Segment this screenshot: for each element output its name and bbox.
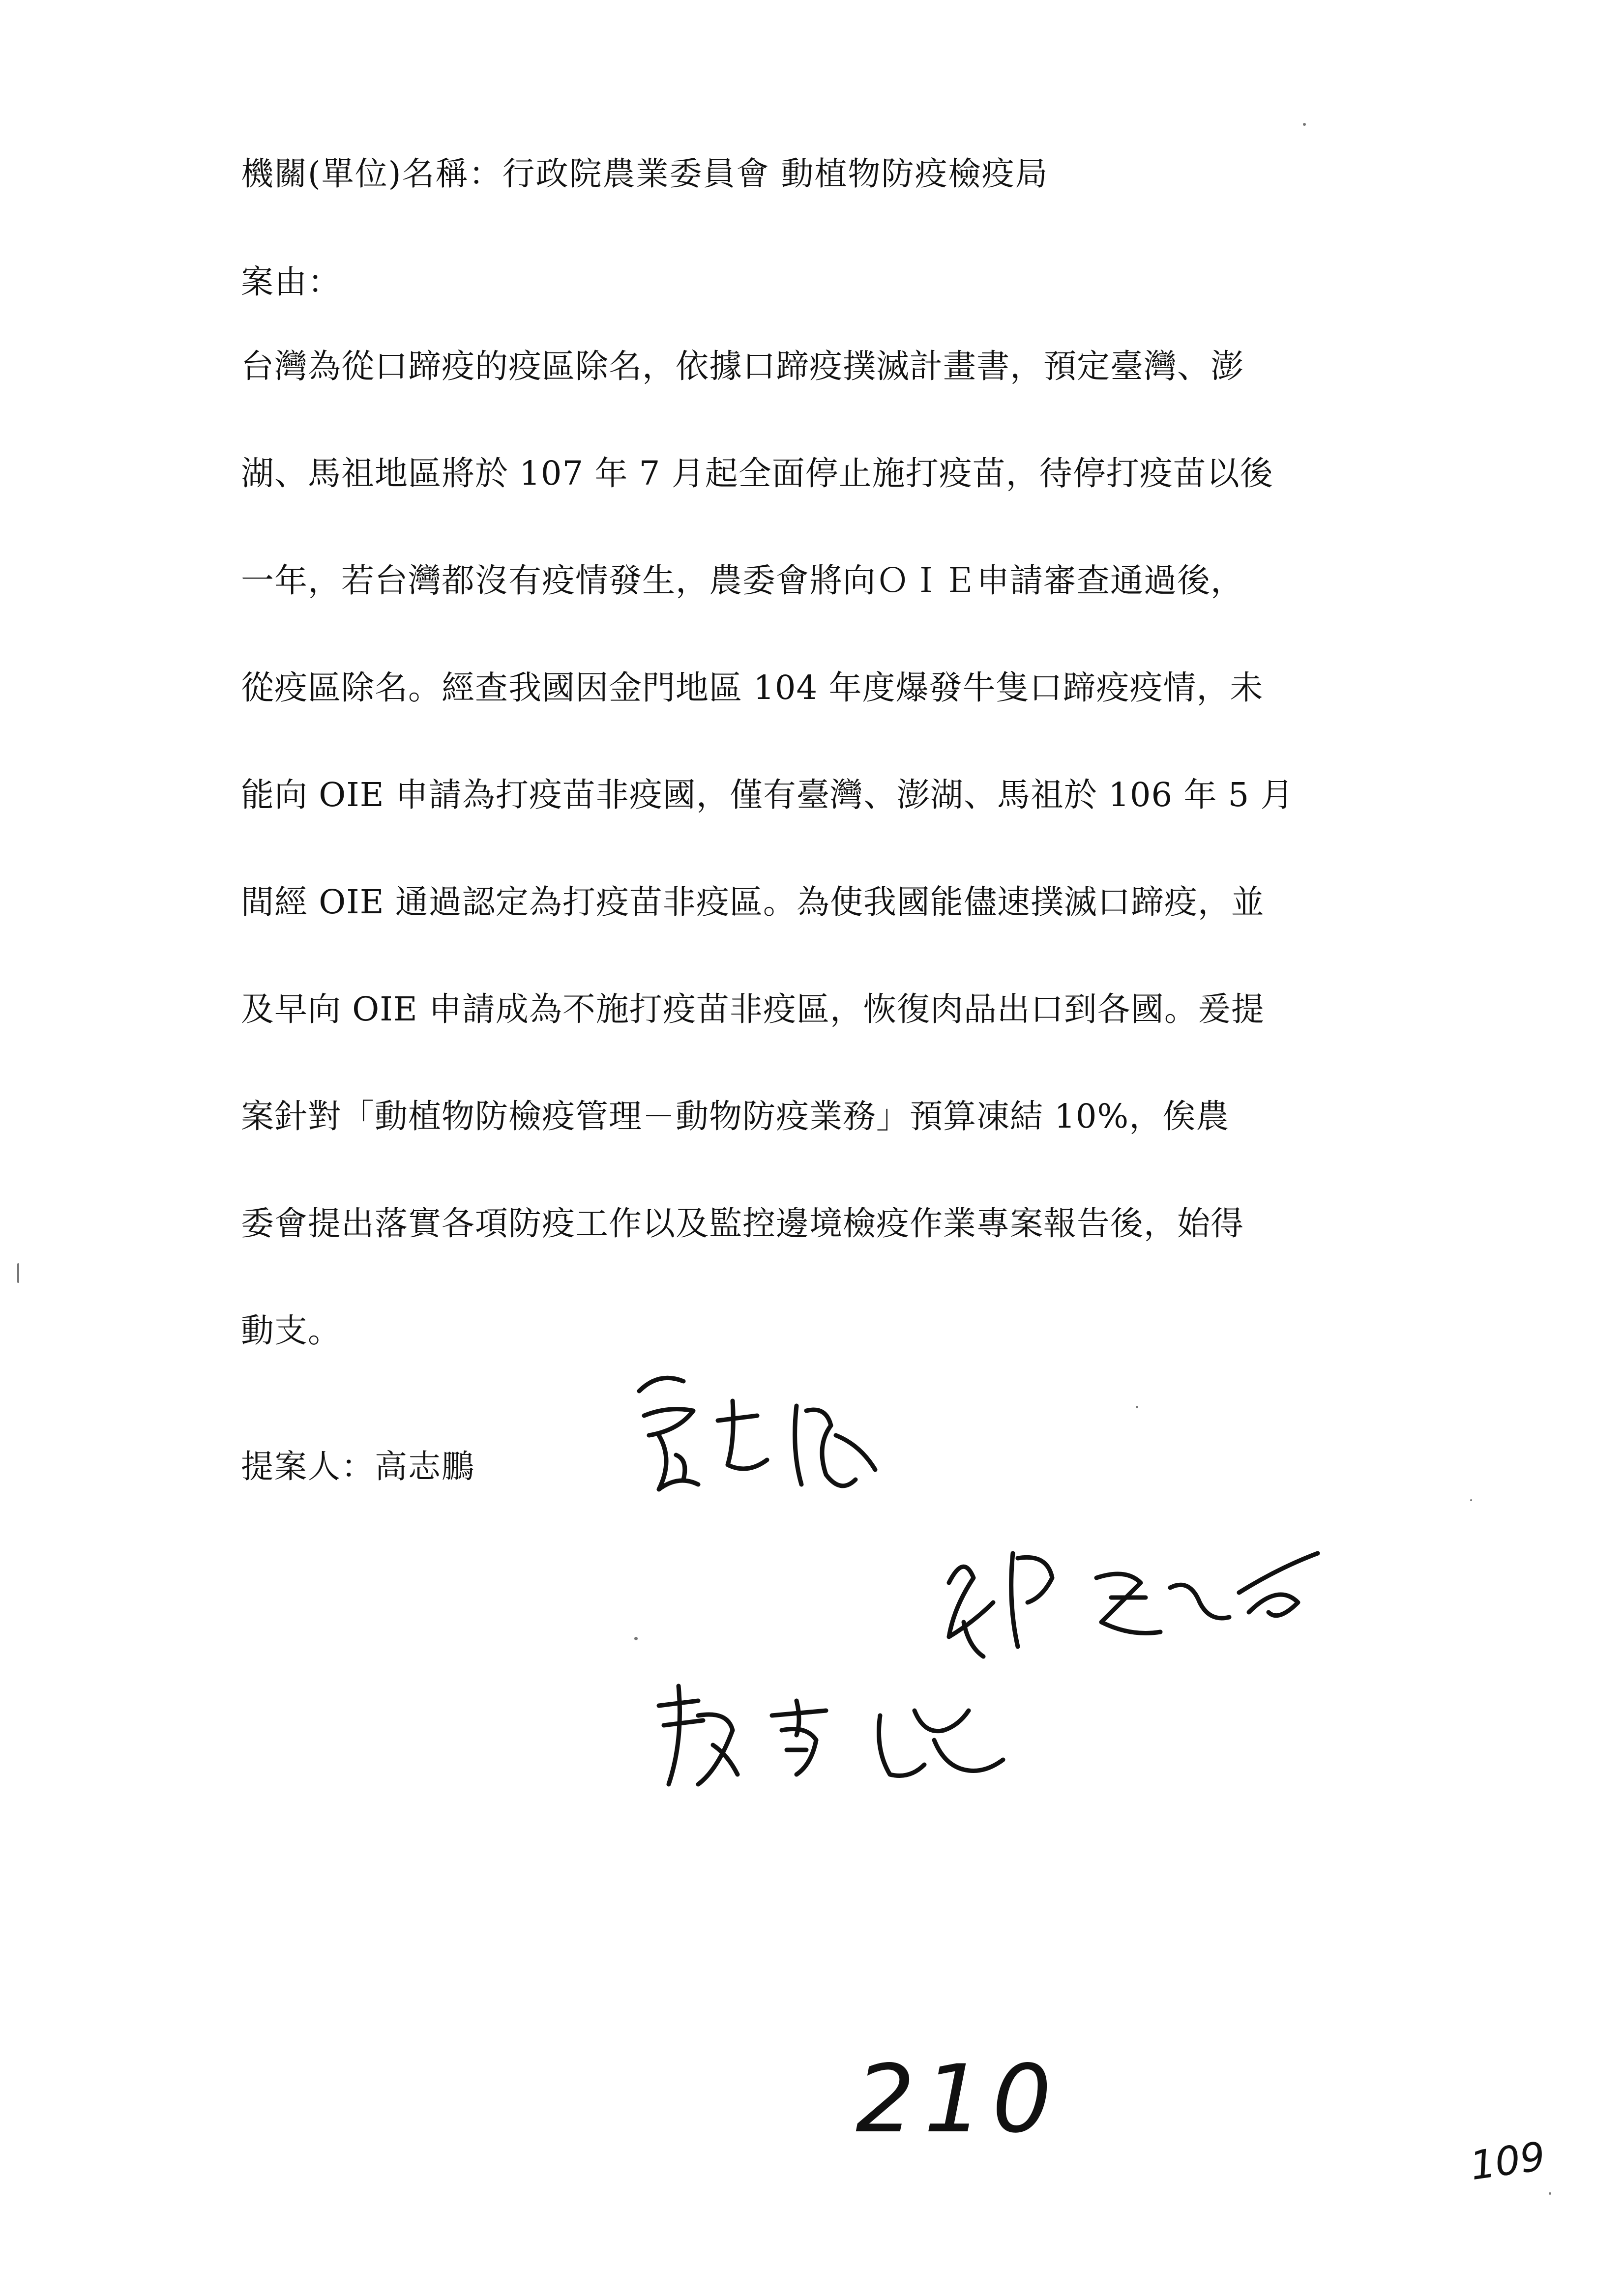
handwritten-signature [649,1671,1023,1809]
scan-speck [634,1637,638,1640]
handwritten-signature [629,1362,885,1519]
proposer-label: 提案人：高志鵬 [241,1448,475,1485]
case-line: 案針對「動植物防檢疫管理－動物防疫業務」預算凍結 10%，俟農 [241,1097,1230,1135]
case-line: 台灣為從口蹄疫的疫區除名，依據口蹄疫撲滅計畫書，預定臺灣、澎 [241,347,1244,385]
stamp-number: 210 [856,2045,1061,2153]
case-line: 湖、馬祖地區將於 107 年 7 月起全面停止施打疫苗，待停打疫苗以後 [241,454,1273,493]
agency-name: 機關(單位)名稱：行政院農業委員會 動植物防疫檢疫局 [241,155,1049,193]
case-line: 委會提出落實各項防疫工作以及監控邊境檢疫作業專案報告後，始得 [241,1204,1244,1243]
scan-speck [1136,1406,1138,1408]
case-line: 間經 OIE 通過認定為打疫苗非疫區。為使我國能儘速撲滅口蹄疫，並 [241,883,1265,921]
case-line: 從疫區除名。經查我國因金門地區 104 年度爆發牛隻口蹄疫疫情，未 [241,668,1264,707]
handwritten-signature [934,1524,1357,1686]
scan-speck [1470,1499,1472,1501]
scan-speck [1549,2192,1551,2195]
case-body [241,344,1387,1416]
case-line: 動支。 [241,1311,341,1350]
case-line: 一年，若台灣都沒有疫情發生，農委會將向ＯＩＥ申請審查通過後， [241,561,1244,600]
page-number: 109 [1467,2133,1548,2189]
case-line: 及早向 OIE 申請成為不施打疫苗非疫區，恢復肉品出口到各國。爰提 [241,990,1265,1028]
scan-speck [1303,123,1306,126]
scan-speck [17,1263,19,1283]
case-line: 能向 OIE 申請為打疫苗非疫國，僅有臺灣、澎湖、馬祖於 106 年 5 月 [241,776,1294,814]
case-label: 案由： [241,263,341,301]
